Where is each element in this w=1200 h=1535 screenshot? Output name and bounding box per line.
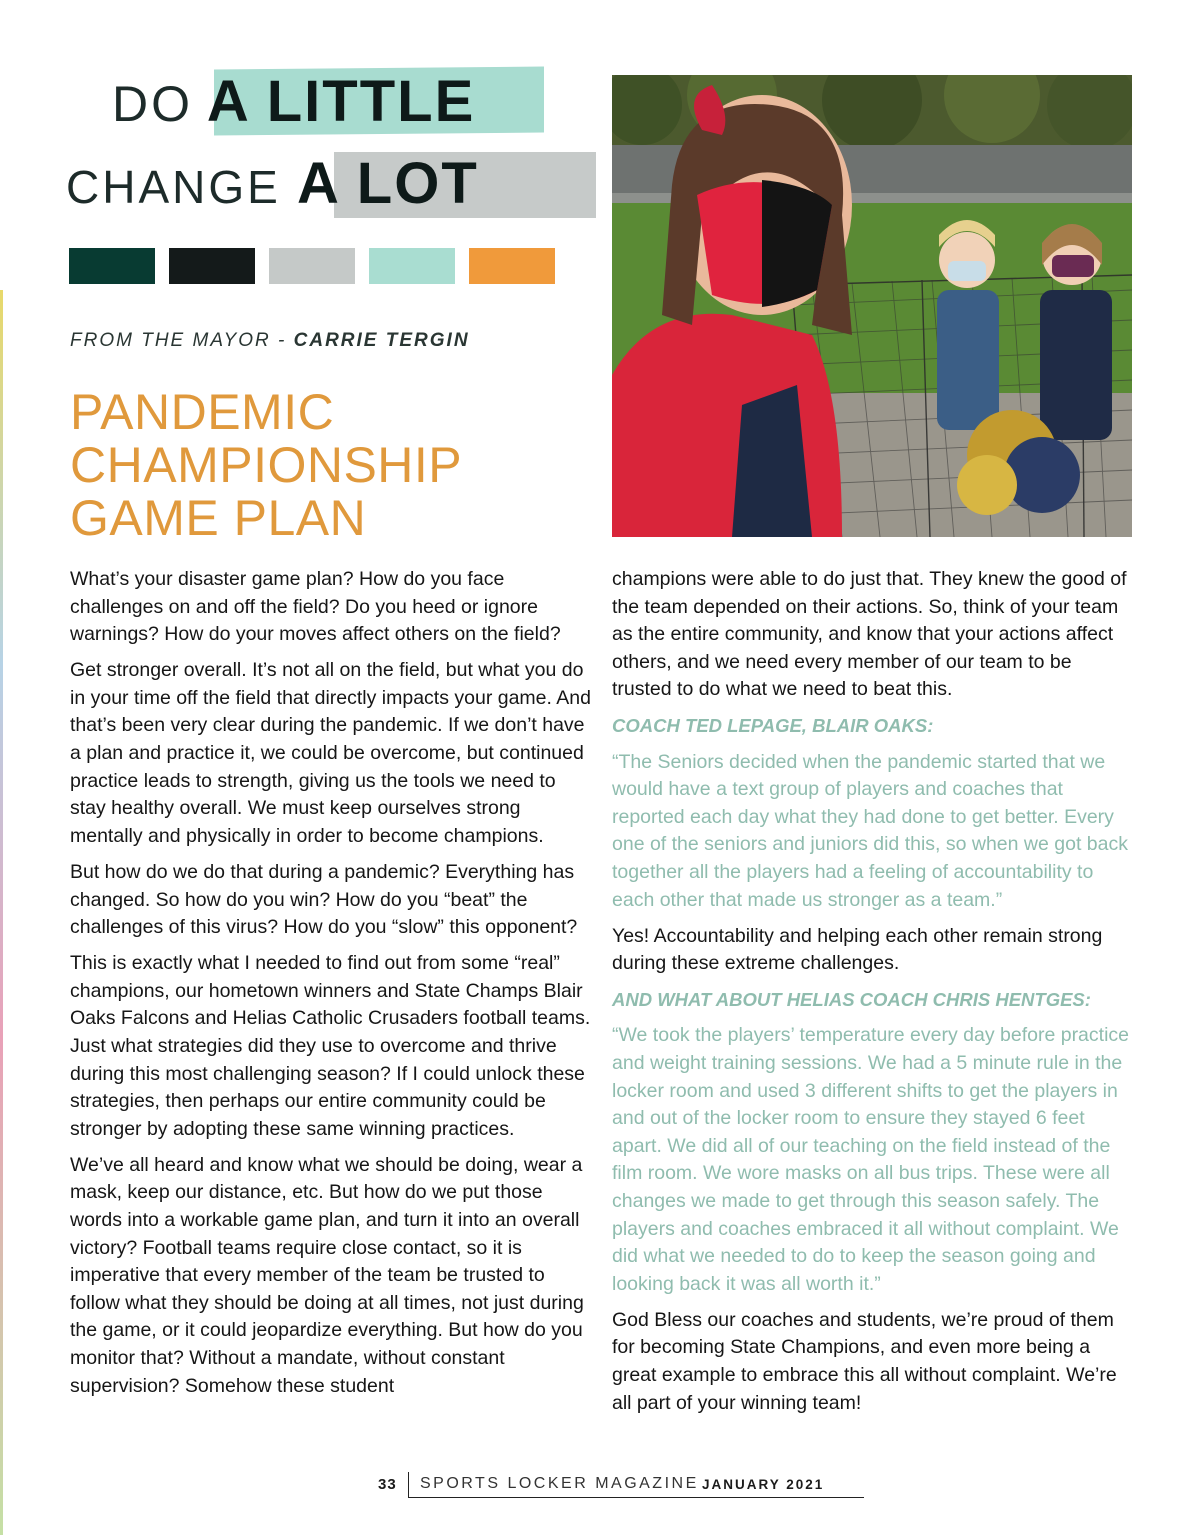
logo-line1-light: DO [112,76,193,132]
headline-line-1: PANDEMIC [70,384,335,440]
logo-line1-bold: A LITTLE [206,69,476,134]
magazine-name: SPORTS LOCKER MAGAZINE [420,1475,699,1492]
issue-date: JANUARY 2021 [702,1477,825,1492]
logo-line-2 [66,150,479,217]
coach-subhead-hentges: AND WHAT ABOUT HELIAS COACH CHRIS HENTGES: [612,989,1091,1011]
body-paragraph: champions were able to do just that. They knew the good of the team depended on their actions. So, think of your team as the entire community, and know that your actions affect others, and we need every member of our team to be trusted to do what we need to beat this. [612,568,1127,701]
article-photo [612,75,1132,537]
page-edge-decoration [0,290,3,1535]
color-bar-5 [469,248,555,284]
page-number: 33 [378,1476,397,1493]
coach-quote-hentges: “We took the players’ temperature every day before practice and weight training sessions. We had a 5 minute rule in the locker room and used 3 different shifts to get the players in and out of the locker room to ensure they stayed 6 feet apart. We did all of our teaching on the field instead of the film room. We wore masks on all bus trips. These were all changes we made to get through this season safely. The players and coaches embraced it all without complaint. We did what we needed to do to keep the season going and looking back it was all worth it.” [612,1024,1129,1295]
color-bar-2 [169,248,255,284]
article-column-right [612,566,1134,1426]
byline [70,330,470,352]
logo-line-1 [112,68,475,135]
body-paragraph: We’ve all heard and know what we should be doing, wear a mask, keep our distance, etc. But how do we put those words into a workable game plan, and turn it into an overall victory? Football teams require close contact, so it is imperative that every member of the team be trusted to follow what they should be doing at all times, not just during the game, or it could jeopardize everything. But how do you monitor that? Without a mandate, without constant supervision? Somehow these student [70,1153,584,1397]
headline-line-2: CHAMPIONSHIP [70,437,463,493]
byline-author: CARRIE TERGIN [293,330,470,351]
footer-rule [408,1497,864,1498]
selfie-photo-illustration [612,75,1132,537]
footer-divider [408,1472,409,1498]
coach-subhead-lepage: COACH TED LEPAGE, BLAIR OAKS: [612,715,934,737]
logo-line2-light: CHANGE [66,161,281,213]
body-paragraph: What’s your disaster game plan? How do you face challenges on and off the field? Do you heed or ignore warnings? How do your moves affect others on the field? [70,568,561,646]
body-paragraph: This is exactly what I needed to find out from some “real” champions, our hometown winners and State Champs Blair Oaks Falcons and Helias Catholic Crusaders football teams. Just what strategies did they use to overcome and thrive during this most challenging season? If I could unlock these strategies, then perhaps our entire community could be stronger by adopting these same winning practices. [70,952,591,1140]
page-footer [378,1472,864,1500]
body-paragraph: Get stronger overall. It’s not all on the field, but what you do in your time off the field that directly impacts your game. And that’s been very clear during the pandemic. If we don’t have a plan and practice it, we could be overcome, but continued practice leads to strength, giving us the tools we need to stay healthy overall. We must keep ourselves strong mentally and physically in order to become champions. [70,659,591,847]
byline-prefix: FROM THE MAYOR - [70,330,294,351]
headline-line-3: GAME PLAN [70,490,367,546]
color-bar-4 [369,248,455,284]
color-bar-3 [269,248,355,284]
body-paragraph: But how do we do that during a pandemic? Everything has changed. So how do you win? How do you “beat” the challenges of this virus? How do you “slow” this opponent? [70,860,578,939]
body-paragraph: Yes! Accountability and helping each other remain strong during these extreme challenges. [612,924,1103,975]
coach-quote-lepage: “The Seniors decided when the pandemic started that we would have a text group of players and coaches that reported each day what they had done to get better. Every one of the seniors and juniors did this, so when we got back together all the players had a feeling of accountability to each other that made us stronger as a team.” [612,750,1128,911]
color-bar-1 [69,248,155,284]
logo-line2-bold: A LOT [296,151,479,216]
article-column-left [70,566,592,1409]
body-paragraph: God Bless our coaches and students, we’re proud of them for becoming State Champions, and even more being a great example to embrace this all without complaint. We’re all part of your winning team! [612,1308,1117,1414]
article-headline [70,386,462,545]
campaign-logo [66,62,596,292]
